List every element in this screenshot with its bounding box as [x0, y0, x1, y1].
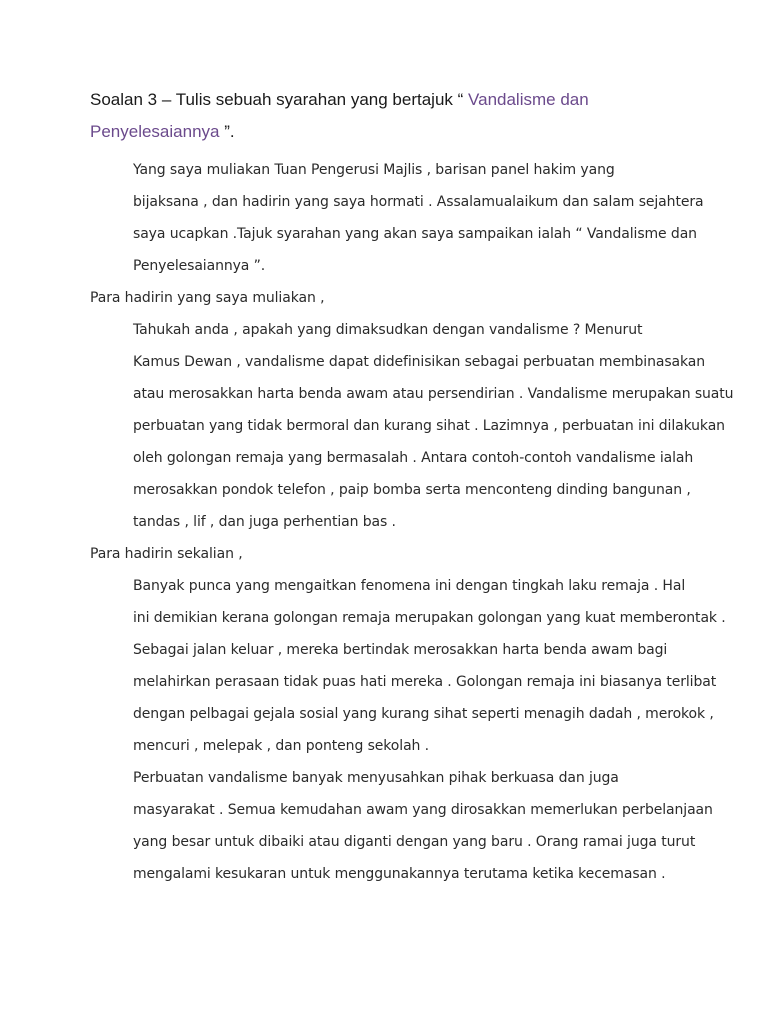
question-heading	[90, 84, 705, 148]
heading-title-part-1: Vandalisme dan	[468, 90, 589, 109]
text-line: dengan pelbagai gejala sosial yang kurang sihat seperti menagih dadah , merokok ,	[133, 706, 714, 722]
text-line: Yang saya muliakan Tuan Pengerusi Majlis , barisan panel hakim yang	[133, 162, 615, 178]
heading-line-2	[90, 116, 705, 148]
speech-paragraph	[90, 570, 726, 762]
text-line: Sebagai jalan keluar , mereka bertindak merosakkan harta benda awam bagi	[133, 642, 668, 658]
text-line: merosakkan pondok telefon , paip bomba serta menconteng dinding bangunan ,	[133, 482, 691, 498]
speech-body	[90, 154, 734, 890]
text-line: oleh golongan remaja yang bermasalah . Antara contoh-contoh vandalisme ialah	[133, 450, 694, 466]
text-line: masyarakat . Semua kemudahan awam yang dirosakkan memerlukan perbelanjaan	[133, 802, 713, 818]
heading-suffix: ”.	[219, 122, 235, 141]
text-line: Para hadirin sekalian ,	[90, 546, 243, 562]
text-line: saya ucapkan .Tajuk syarahan yang akan saya sampaikan ialah “ Vandalisme dan	[133, 226, 697, 242]
text-line: mencuri , melepak , dan ponteng sekolah .	[133, 738, 430, 754]
text-line: ini demikian kerana golongan remaja merupakan golongan yang kuat memberontak .	[133, 610, 726, 626]
text-line: perbuatan yang tidak bermoral dan kurang sihat . Lazimnya , perbuatan ini dilakukan	[133, 418, 725, 434]
heading-prefix: Soalan 3 – Tulis sebuah syarahan yang bertajuk “	[90, 90, 469, 109]
text-line: Penyelesaiannya ”.	[133, 258, 266, 274]
heading-line-1	[90, 84, 705, 116]
heading-title-part-2: Penyelesaiannya	[90, 122, 220, 141]
document-page	[90, 84, 734, 890]
speech-paragraph	[90, 314, 734, 538]
text-line: Perbuatan vandalisme banyak menyusahkan pihak berkuasa dan juga	[133, 770, 619, 786]
text-line: yang besar untuk dibaiki atau diganti dengan yang baru . Orang ramai juga turut	[133, 834, 696, 850]
text-line: mengalami kesukaran untuk menggunakannya terutama ketika kecemasan .	[133, 866, 666, 882]
text-line: bijaksana , dan hadirin yang saya hormati . Assalamualaikum dan salam sejahtera	[133, 194, 704, 210]
salutation-line	[90, 538, 705, 570]
text-line: Banyak punca yang mengaitkan fenomena ini dengan tingkah laku remaja . Hal	[133, 578, 686, 594]
text-line: atau merosakkan harta benda awam atau persendirian . Vandalisme merupakan suatu	[133, 386, 734, 402]
text-line: Tahukah anda , apakah yang dimaksudkan dengan vandalisme ? Menurut	[133, 322, 643, 338]
salutation-line	[90, 282, 705, 314]
text-line: melahirkan perasaan tidak puas hati mereka . Golongan remaja ini biasanya terlibat	[133, 674, 717, 690]
text-line: Para hadirin yang saya muliakan ,	[90, 290, 325, 306]
speech-paragraph	[90, 762, 713, 890]
text-line: Kamus Dewan , vandalisme dapat didefinisikan sebagai perbuatan membinasakan	[133, 354, 706, 370]
text-line: tandas , lif , dan juga perhentian bas .	[133, 514, 396, 530]
speech-paragraph	[90, 154, 705, 282]
